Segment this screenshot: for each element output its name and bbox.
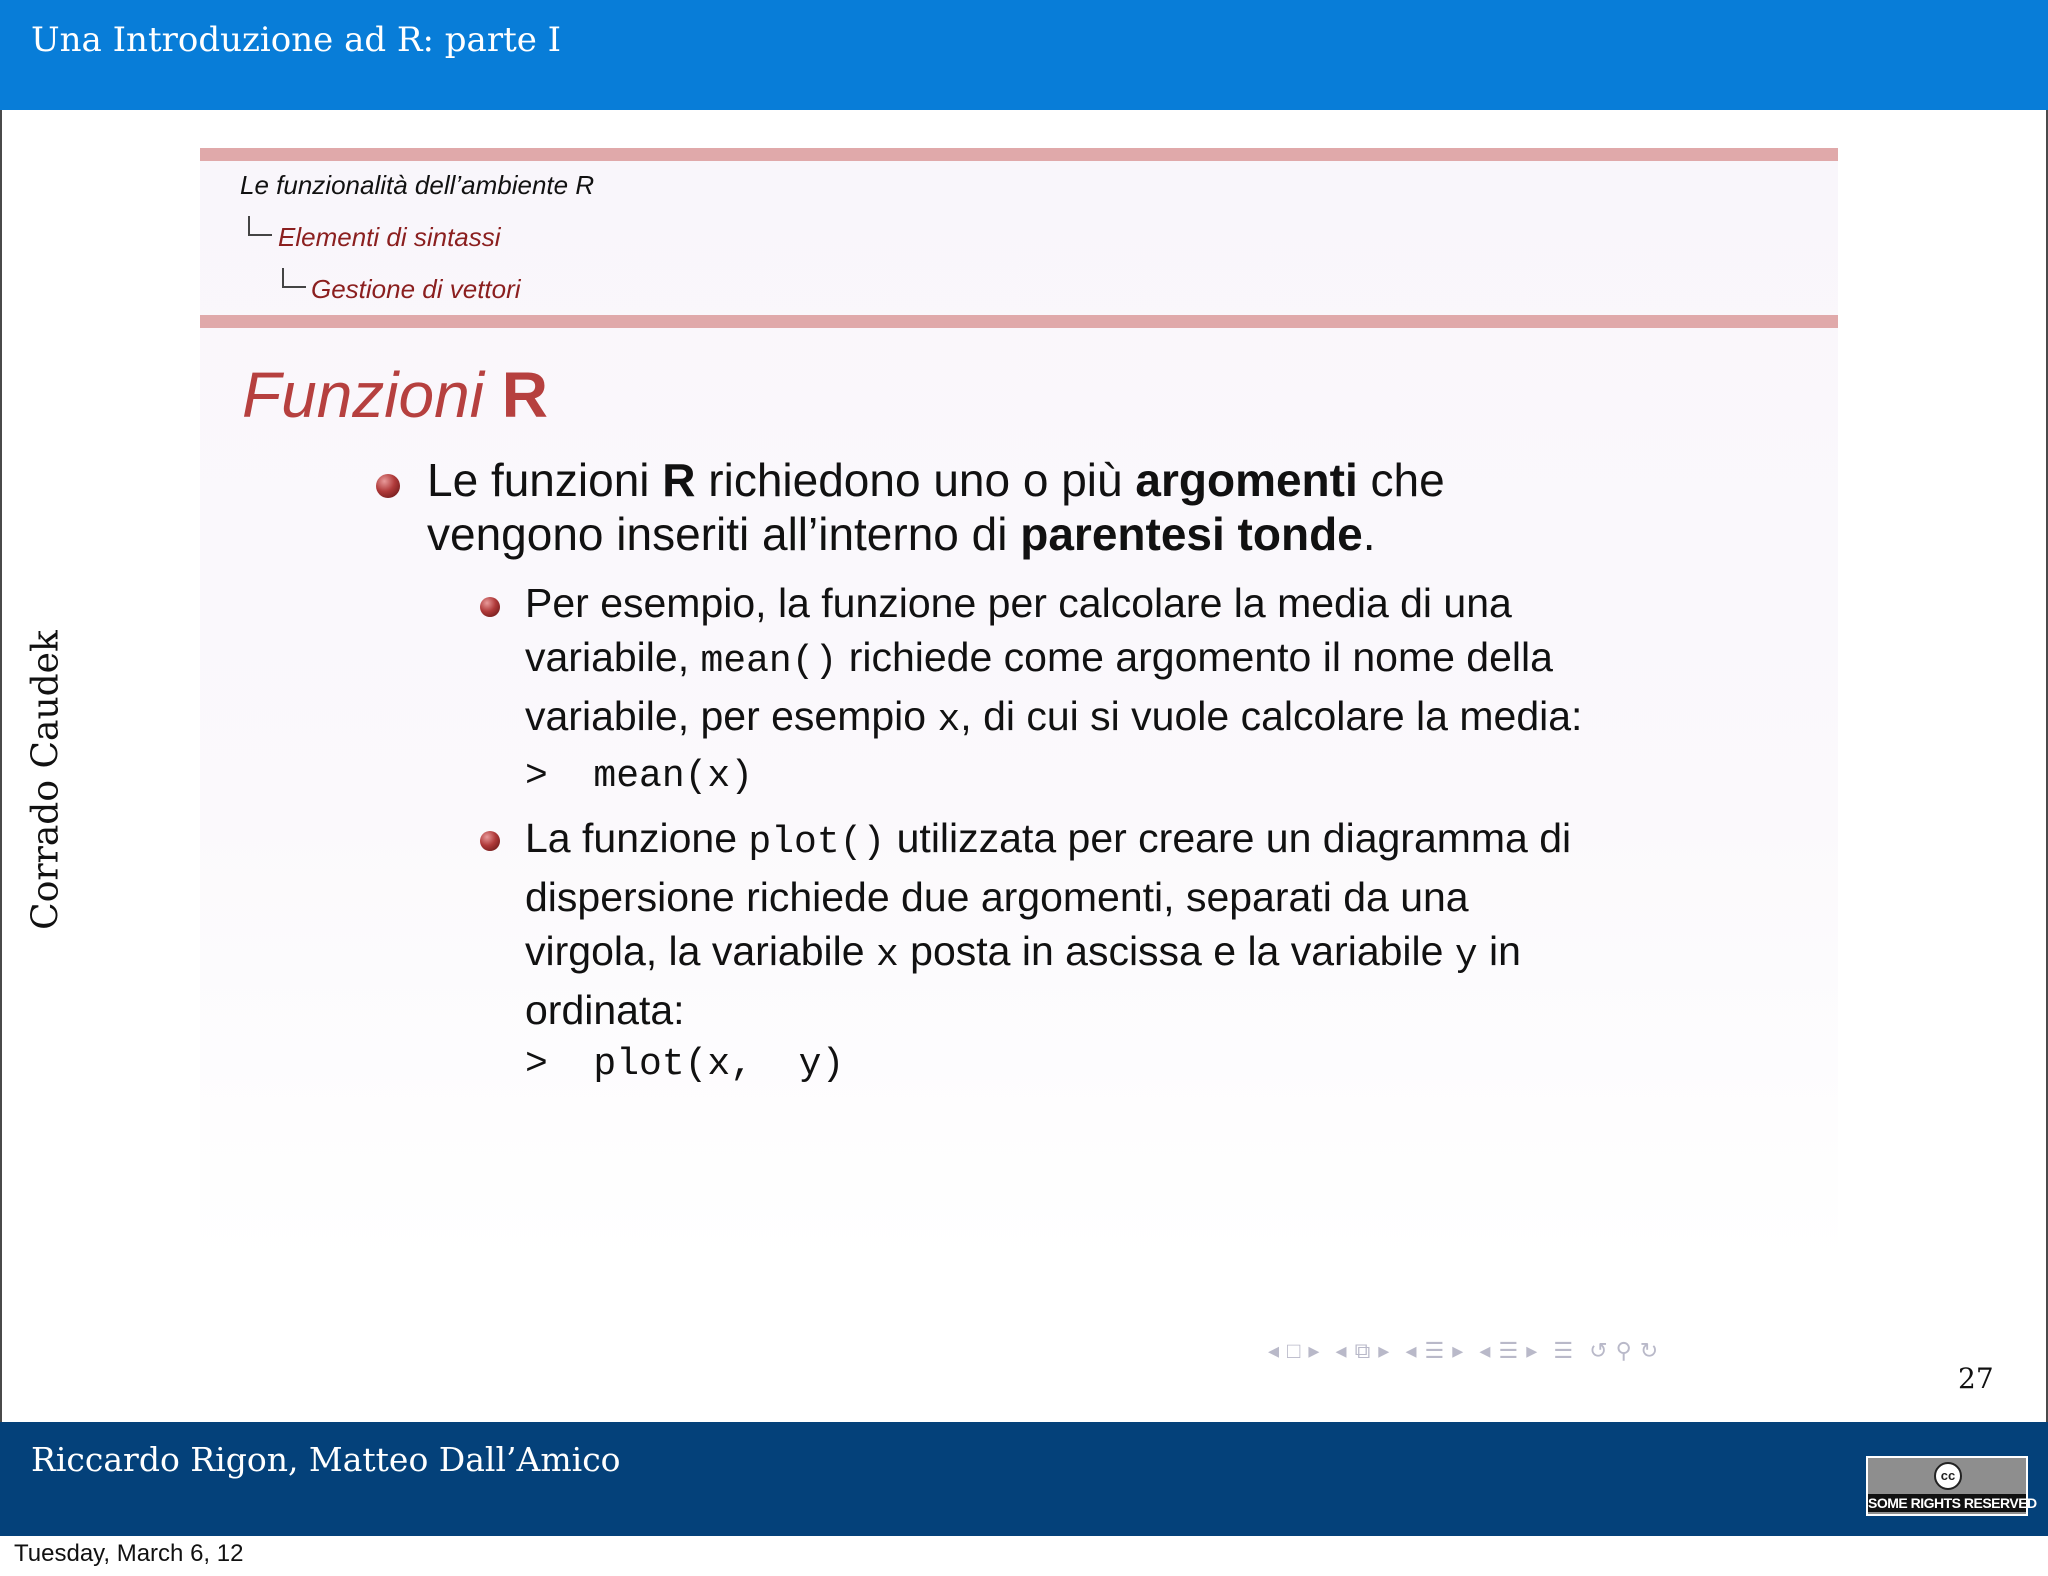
- cc-license-badge[interactable]: [1866, 1456, 2037, 1516]
- text-run: , di cui si vuole calcolare la media:: [960, 693, 1583, 739]
- side-author: Corrado Caudek: [25, 630, 67, 930]
- subsection-icon[interactable]: ☰: [1424, 1338, 1447, 1363]
- prev-subsection-icon[interactable]: ◂: [1405, 1338, 1419, 1363]
- footer-bar: [0, 1422, 2048, 1536]
- date-stamp: Tuesday, March 6, 12: [14, 1540, 244, 1567]
- text-run: variabile,: [525, 634, 701, 680]
- code-example-mean: > mean(x): [525, 755, 754, 798]
- breadcrumb-stripe-bottom: [200, 315, 1838, 328]
- prev-section-icon[interactable]: ◂: [1479, 1338, 1493, 1363]
- next-frame-icon[interactable]: ▸: [1378, 1338, 1392, 1363]
- tree-corner-icon: [248, 216, 272, 236]
- text-run: vengono inseriti all’interno di: [427, 508, 1021, 560]
- inline-code: plot(): [748, 821, 886, 864]
- text-run: richiede come argomento il nome della: [837, 634, 1553, 680]
- toc-icon[interactable]: ☰: [1553, 1338, 1576, 1363]
- breadcrumb-subsubsection[interactable]: Gestione di vettori: [311, 274, 521, 304]
- forward-icon[interactable]: ↻: [1639, 1338, 1661, 1363]
- next-slide-icon[interactable]: ▸: [1308, 1338, 1322, 1363]
- presentation-title: Una Introduzione ad R: parte I: [31, 20, 562, 60]
- tree-corner-icon: [282, 268, 306, 288]
- frame-icon[interactable]: ⧉: [1354, 1338, 1373, 1363]
- next-section-icon[interactable]: ▸: [1526, 1338, 1540, 1363]
- text-run: .: [1362, 508, 1376, 560]
- prev-slide-icon[interactable]: ◂: [1268, 1338, 1282, 1363]
- cc-license-text: SOME RIGHTS RESERVED: [1868, 1495, 2037, 1511]
- back-icon[interactable]: ↺: [1589, 1338, 1610, 1363]
- text-run: utilizzata per creare un diagramma di: [885, 815, 1572, 861]
- inline-code: mean(): [700, 640, 838, 683]
- text-run: richiedono uno o più: [695, 454, 1136, 506]
- search-icon[interactable]: ⚲: [1615, 1338, 1634, 1363]
- frame-border-left: [0, 110, 2, 1422]
- sub-bullet-ball-icon: [480, 597, 500, 617]
- slide-title: [242, 358, 548, 432]
- text-bold: parentesi tonde: [1020, 508, 1363, 560]
- text-run: virgola, la variabile: [525, 928, 876, 974]
- next-subsection-icon[interactable]: ▸: [1452, 1338, 1466, 1363]
- text-run: che: [1357, 454, 1445, 506]
- text-run: La funzione: [525, 815, 749, 861]
- slide-title-bold: R: [501, 359, 548, 431]
- inline-code: x: [937, 699, 961, 742]
- text-bold: argomenti: [1135, 454, 1358, 506]
- text-run: in: [1477, 928, 1521, 974]
- text-run: dispersione richiede due argomenti, separati da una: [525, 874, 1469, 920]
- bullet-ball-icon: [376, 474, 400, 498]
- breadcrumb-subsection[interactable]: Elementi di sintassi: [278, 222, 501, 252]
- prev-frame-icon[interactable]: ◂: [1335, 1338, 1349, 1363]
- text-run: variabile, per esempio: [525, 693, 938, 739]
- bullet-text-1: [427, 453, 1445, 561]
- text-run: ordinata:: [525, 987, 685, 1033]
- header-bar: [0, 0, 2048, 110]
- text-run: posta in ascissa e la variabile: [898, 928, 1455, 974]
- breadcrumb-stripe-top: [200, 148, 1838, 161]
- inline-code: x: [875, 934, 899, 977]
- section-icon[interactable]: ☰: [1498, 1338, 1521, 1363]
- slide: [200, 148, 1838, 1268]
- sub-bullet-text-2: [525, 811, 1571, 1037]
- sub-bullet-ball-icon: [480, 831, 500, 851]
- text-bold: R: [662, 454, 696, 506]
- page-number: 27: [1958, 1362, 1994, 1395]
- text-run: Le funzioni: [427, 454, 663, 506]
- footer-authors: Riccardo Rigon, Matteo Dall’Amico: [31, 1440, 621, 1479]
- text-run: Per esempio, la funzione per calcolare la media di una: [525, 580, 1512, 626]
- inline-code: y: [1454, 934, 1478, 977]
- cc-icon: cc: [1934, 1462, 1962, 1490]
- sub-bullet-text-1: [525, 576, 1582, 748]
- slide-title-italic: Funzioni: [242, 359, 484, 431]
- slide-icon[interactable]: □: [1287, 1338, 1303, 1363]
- beamer-navigation: [1268, 1338, 1666, 1364]
- breadcrumb-section[interactable]: Le funzionalità dell’ambiente R: [240, 170, 595, 200]
- code-example-plot: > plot(x, y): [525, 1043, 845, 1086]
